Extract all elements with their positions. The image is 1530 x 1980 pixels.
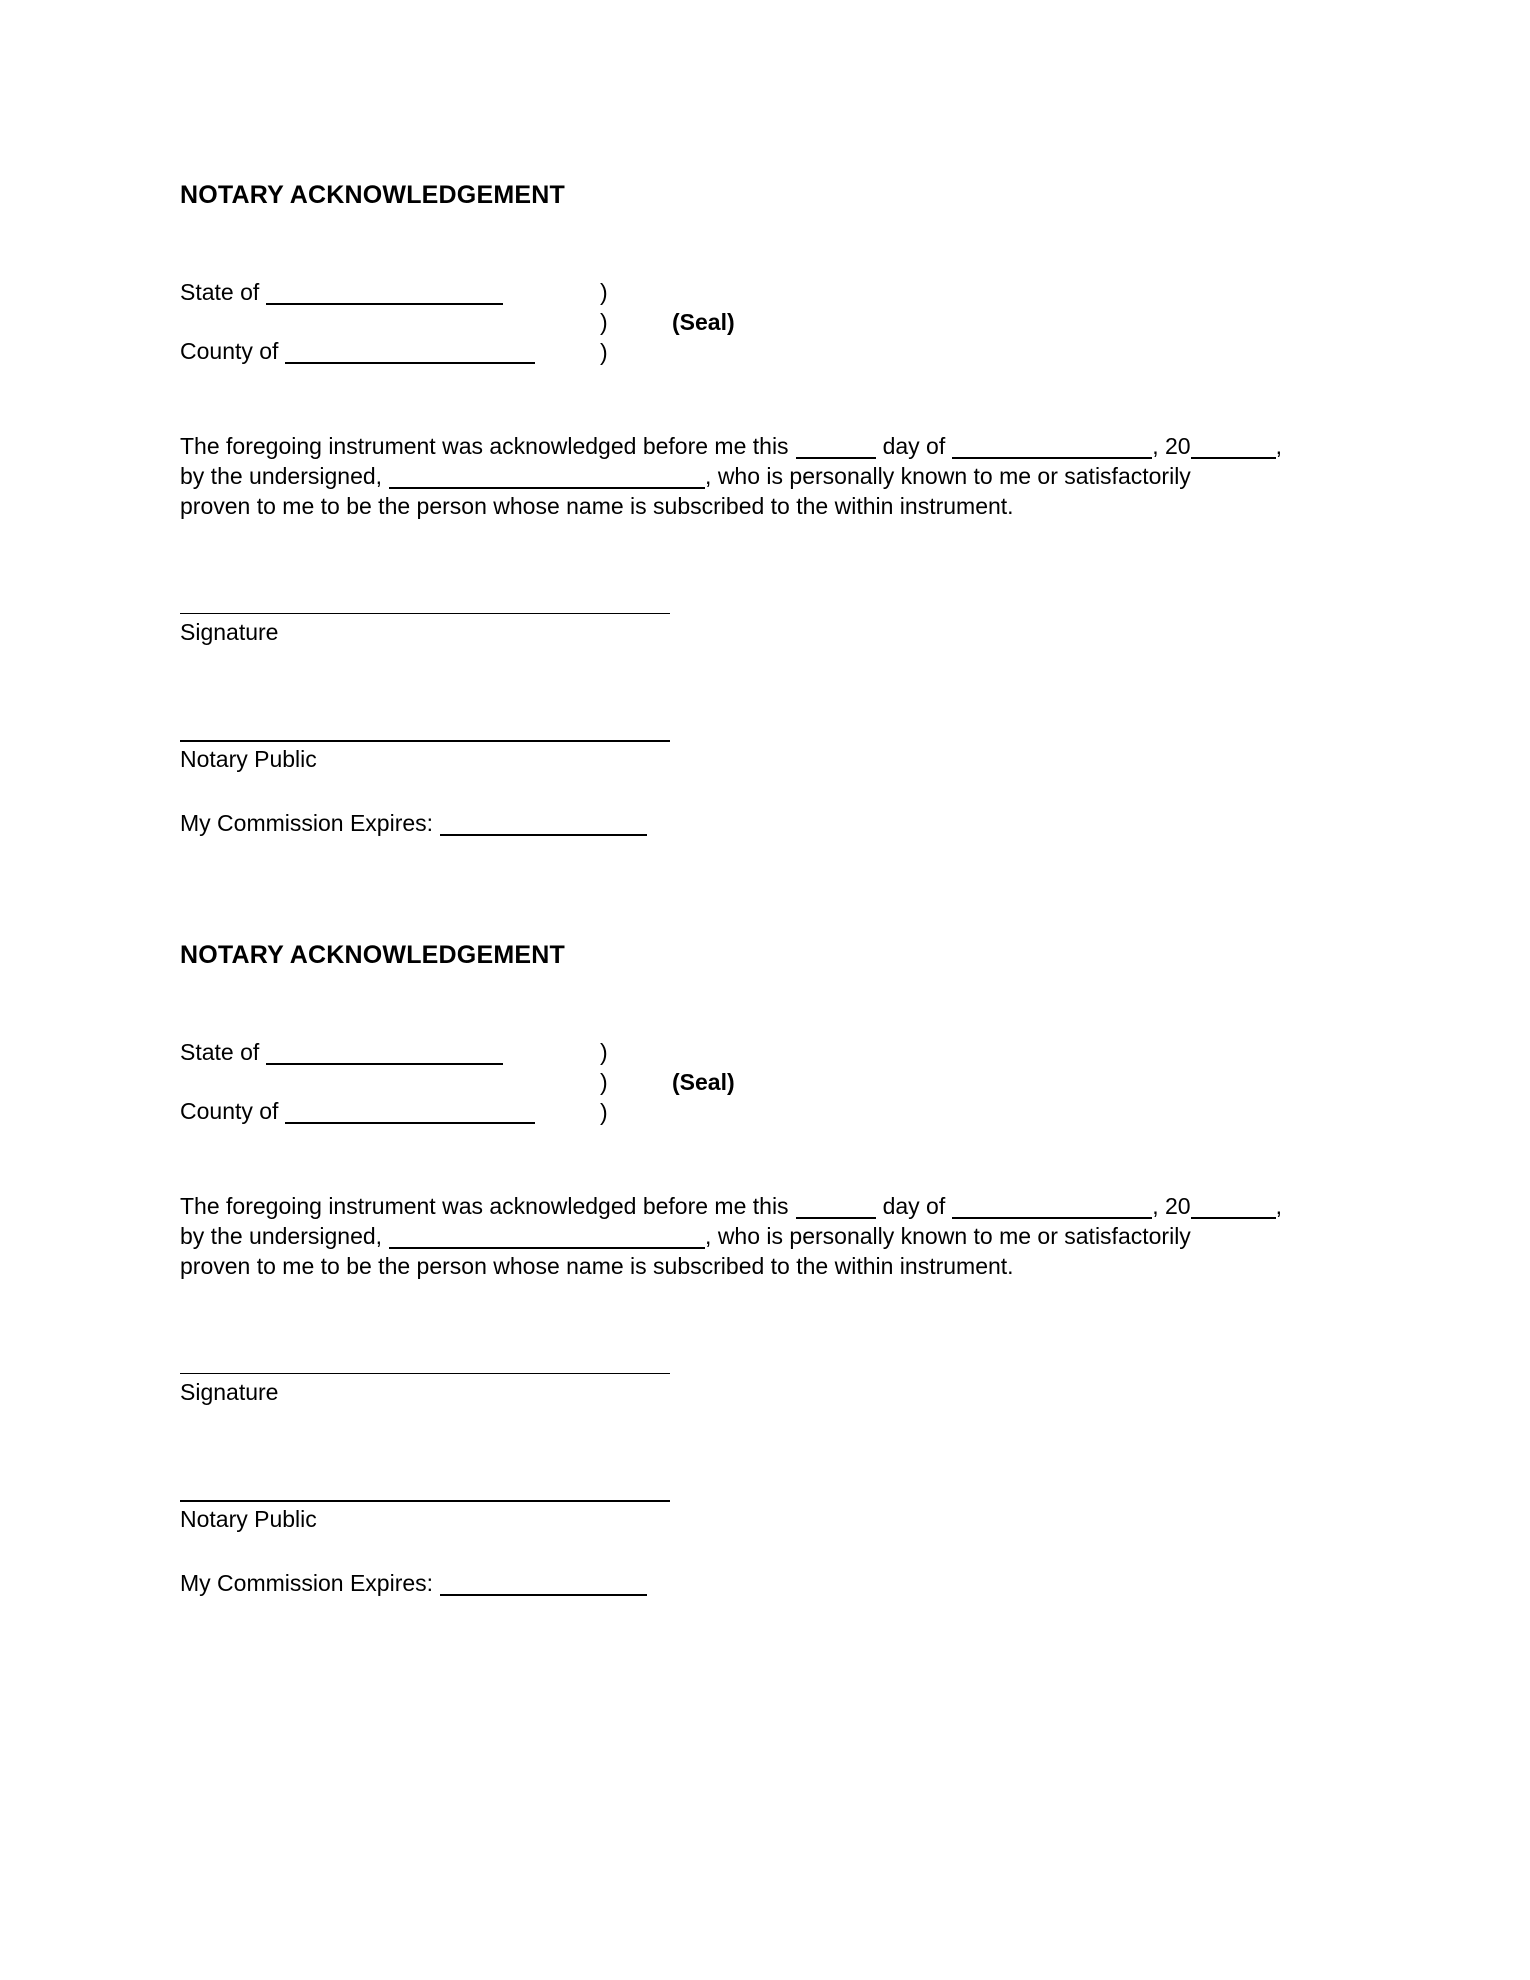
section-title: NOTARY ACKNOWLEDGEMENT xyxy=(180,181,565,209)
state-blank[interactable] xyxy=(266,1043,503,1065)
paragraph-text: , who is personally known to me or satisfactorily xyxy=(705,1223,1191,1249)
county-of-row xyxy=(180,1096,535,1126)
notary-public-label: Notary Public xyxy=(180,746,317,772)
notary-public-line[interactable] xyxy=(180,1500,670,1502)
state-of-row xyxy=(180,1037,503,1067)
paragraph-text: by the undersigned, xyxy=(180,1223,383,1249)
commission-row xyxy=(180,808,647,838)
undersigned-name-blank[interactable] xyxy=(389,1227,705,1249)
month-blank[interactable] xyxy=(952,1197,1152,1219)
close-paren-icon: ) xyxy=(600,1039,608,1065)
close-paren-icon: ) xyxy=(600,1069,608,1095)
seal-label: (Seal) xyxy=(672,1069,735,1095)
day-blank[interactable] xyxy=(796,1197,876,1219)
paragraph-line-2 xyxy=(180,1221,1282,1251)
signature-label: Signature xyxy=(180,619,279,645)
section-title: NOTARY ACKNOWLEDGEMENT xyxy=(180,941,565,969)
month-blank[interactable] xyxy=(952,437,1152,459)
acknowledgement-paragraph xyxy=(180,1191,1282,1281)
day-blank[interactable] xyxy=(796,437,876,459)
county-blank[interactable] xyxy=(285,342,535,364)
paragraph-text: proven to me to be the person whose name is subscribed to the within instrument. xyxy=(180,493,1014,519)
paragraph-line-3 xyxy=(180,1251,1282,1281)
paragraph-text: day of xyxy=(882,1193,946,1219)
close-paren-icon: ) xyxy=(600,339,608,365)
paragraph-text: proven to me to be the person whose name is subscribed to the within instrument. xyxy=(180,1253,1014,1279)
commission-expires-blank[interactable] xyxy=(440,814,647,836)
commission-row xyxy=(180,1568,647,1598)
seal-label: (Seal) xyxy=(672,309,735,335)
undersigned-name-blank[interactable] xyxy=(389,467,705,489)
signature-line[interactable] xyxy=(180,1373,670,1374)
notary-public-label: Notary Public xyxy=(180,1506,317,1532)
state-of-row xyxy=(180,277,503,307)
paragraph-text: The foregoing instrument was acknowledged before me this xyxy=(180,1193,789,1219)
paragraph-text: , 20 xyxy=(1152,433,1191,459)
state-blank[interactable] xyxy=(266,283,503,305)
paragraph-text: , 20 xyxy=(1152,1193,1191,1219)
paragraph-text: , xyxy=(1275,1193,1282,1219)
signature-line[interactable] xyxy=(180,613,670,614)
commission-expires-blank[interactable] xyxy=(440,1574,647,1596)
paragraph-text: by the undersigned, xyxy=(180,463,383,489)
notary-acknowledgement-section-1 xyxy=(180,180,1370,870)
close-paren-icon: ) xyxy=(600,279,608,305)
paragraph-text: day of xyxy=(882,433,946,459)
commission-expires-label: My Commission Expires: xyxy=(180,1570,434,1596)
state-of-label: State of xyxy=(180,279,260,305)
signature-label: Signature xyxy=(180,1379,279,1405)
acknowledgement-paragraph xyxy=(180,431,1282,521)
county-of-label: County of xyxy=(180,338,279,364)
paragraph-line-3 xyxy=(180,491,1282,521)
notary-acknowledgement-section-2 xyxy=(180,940,1370,1630)
year-blank[interactable] xyxy=(1191,1197,1276,1219)
commission-expires-label: My Commission Expires: xyxy=(180,810,434,836)
year-blank[interactable] xyxy=(1191,437,1276,459)
county-of-row xyxy=(180,336,535,366)
paragraph-line-2 xyxy=(180,461,1282,491)
paragraph-text: The foregoing instrument was acknowledged before me this xyxy=(180,433,789,459)
county-blank[interactable] xyxy=(285,1102,535,1124)
county-of-label: County of xyxy=(180,1098,279,1124)
close-paren-icon: ) xyxy=(600,309,608,335)
paragraph-text: , who is personally known to me or satisfactorily xyxy=(705,463,1191,489)
paragraph-line-1 xyxy=(180,431,1282,461)
notary-public-line[interactable] xyxy=(180,740,670,742)
close-paren-icon: ) xyxy=(600,1099,608,1125)
paragraph-line-1 xyxy=(180,1191,1282,1221)
state-of-label: State of xyxy=(180,1039,260,1065)
paragraph-text: , xyxy=(1275,433,1282,459)
